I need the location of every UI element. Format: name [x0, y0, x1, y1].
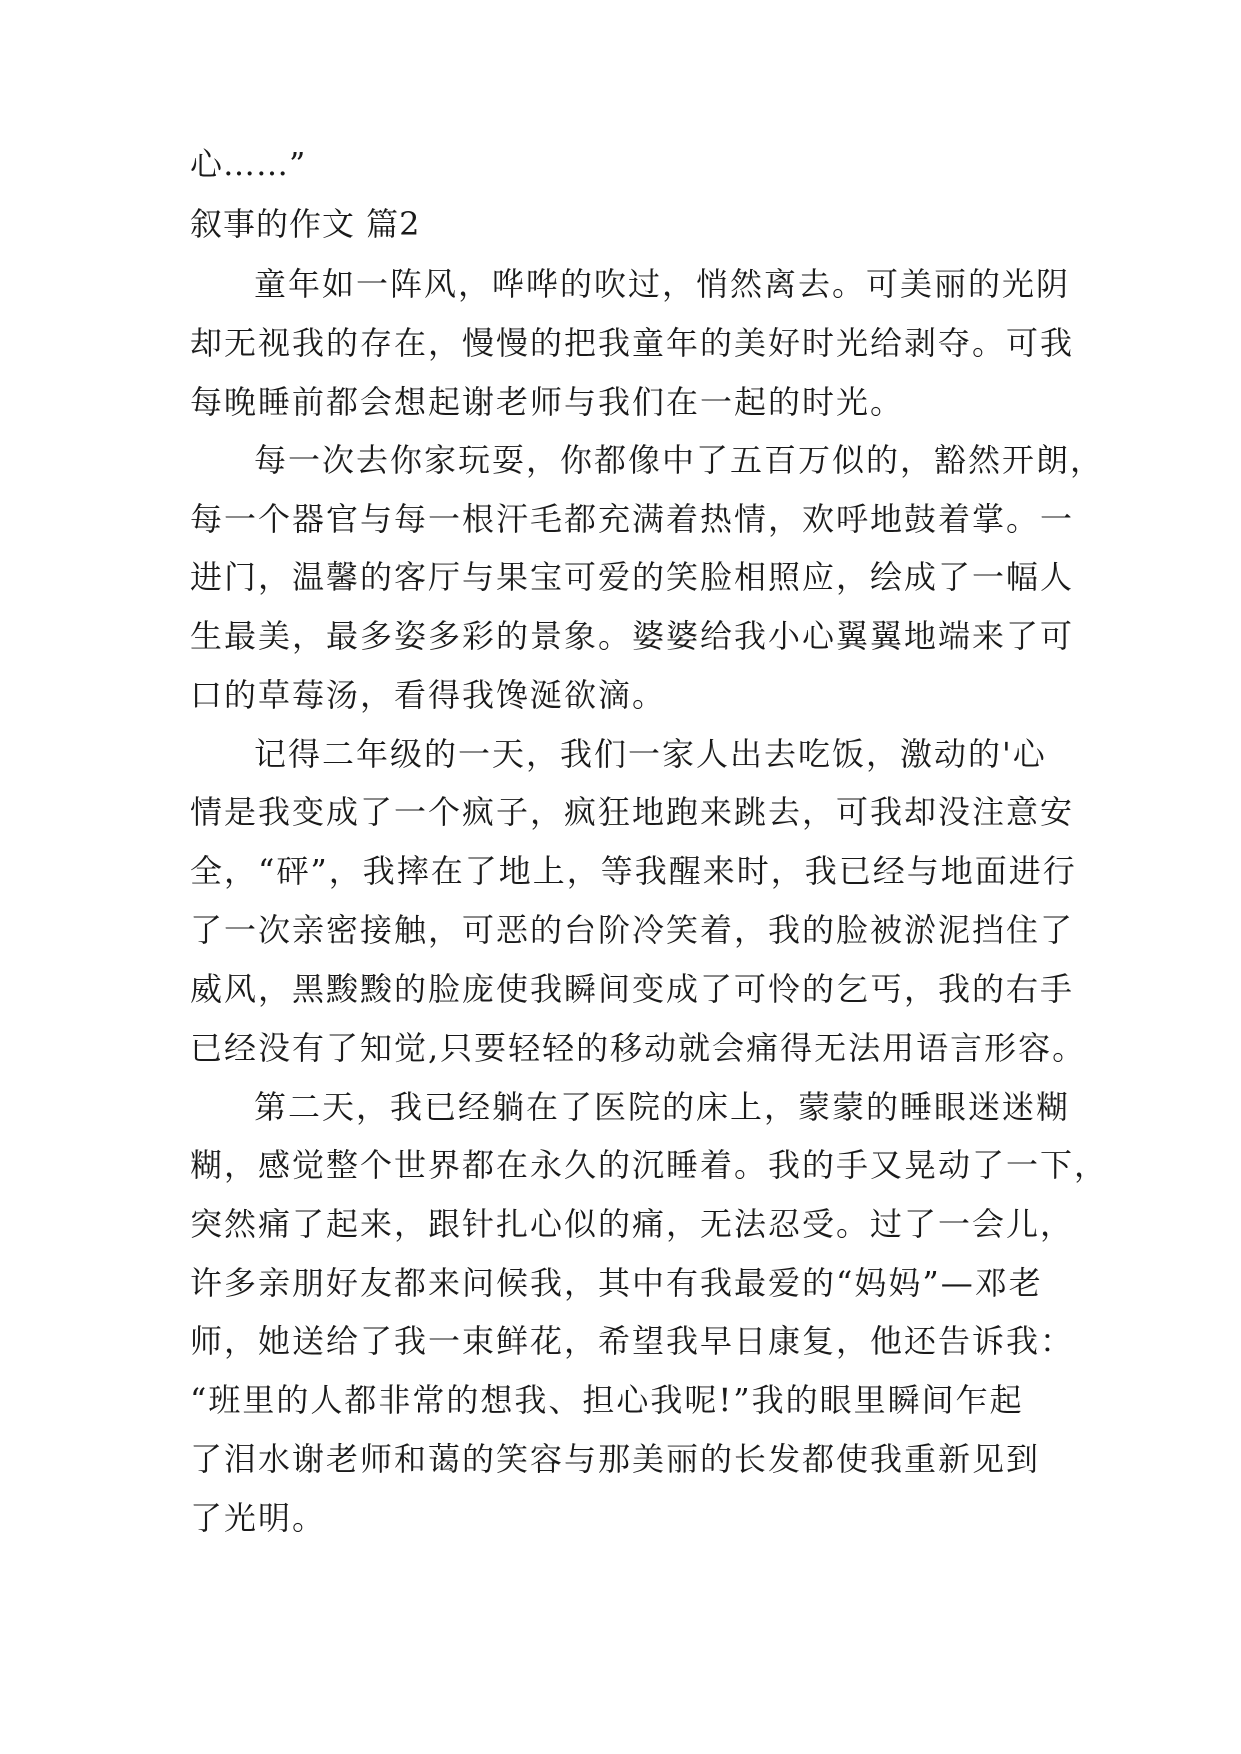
- paragraph-line: 却无视我的存在，慢慢的把我童年的美好时光给剥夺。可我: [190, 324, 1075, 362]
- paragraph-line: 每一次去你家玩耍，你都像中了五百万似的，豁然开朗，: [254, 441, 1105, 479]
- section-title: 叙事的作文 篇2: [190, 205, 421, 243]
- paragraph-line: 进门，温馨的客厅与果宝可爱的笑脸相照应，绘成了一幅人: [190, 558, 1075, 596]
- paragraph-line: 许多亲朋好友都来问候我，其中有我最爱的“妈妈”—邓老: [190, 1264, 1043, 1302]
- paragraph-line: “班里的人都非常的想我、担心我呢!”我的眼里瞬间乍起: [190, 1381, 1024, 1419]
- paragraph-line: 每一个器官与每一根汗毛都充满着热情，欢呼地鼓着掌。一: [190, 500, 1075, 538]
- paragraph-line: 情是我变成了一个疯子，疯狂地跑来跳去，可我却没注意安: [190, 793, 1075, 831]
- paragraph-line: 师，她送给了我一束鲜花，希望我早日康复，他还告诉我：: [190, 1322, 1075, 1360]
- paragraph-line: 每晚睡前都会想起谢老师与我们在一起的时光。: [190, 383, 905, 421]
- paragraph-line: 了泪水谢老师和蔼的笑容与那美丽的长发都使我重新见到: [190, 1440, 1041, 1478]
- paragraph-line: 生最美，最多姿多彩的景象。婆婆给我小心翼翼地端来了可: [190, 617, 1075, 655]
- continuation-text: 心……”: [190, 145, 307, 183]
- paragraph-line: 全，“砰”，我摔在了地上，等我醒来时，我已经与地面进行: [190, 852, 1077, 890]
- paragraph-line: 第二天，我已经躺在了医院的床上，蒙蒙的睡眼迷迷糊: [254, 1088, 1071, 1126]
- paragraph-line: 了光明。: [190, 1499, 327, 1537]
- paragraph-line: 了一次亲密接触，可恶的台阶冷笑着，我的脸被淤泥挡住了: [190, 911, 1075, 949]
- paragraph-line: 突然痛了起来，跟针扎心似的痛，无法忍受。过了一会儿，: [190, 1205, 1075, 1243]
- paragraph-line: 记得二年级的一天，我们一家人出去吃饭，激动的'心: [254, 735, 1047, 773]
- paragraph-line: 童年如一阵风，哗哗的吹过，悄然离去。可美丽的光阴: [254, 265, 1071, 303]
- paragraph-line: 口的草莓汤，看得我馋涎欲滴。: [190, 676, 667, 714]
- paragraph-line: 已经没有了知觉,只要轻轻的移动就会痛得无法用语言形容。: [190, 1029, 1087, 1067]
- paragraph-line: 糊，感觉整个世界都在永久的沉睡着。我的手又晃动了一下，: [190, 1146, 1109, 1184]
- paragraph-line: 威风，黑黢黢的脸庞使我瞬间变成了可怜的乞丐，我的右手: [190, 970, 1075, 1008]
